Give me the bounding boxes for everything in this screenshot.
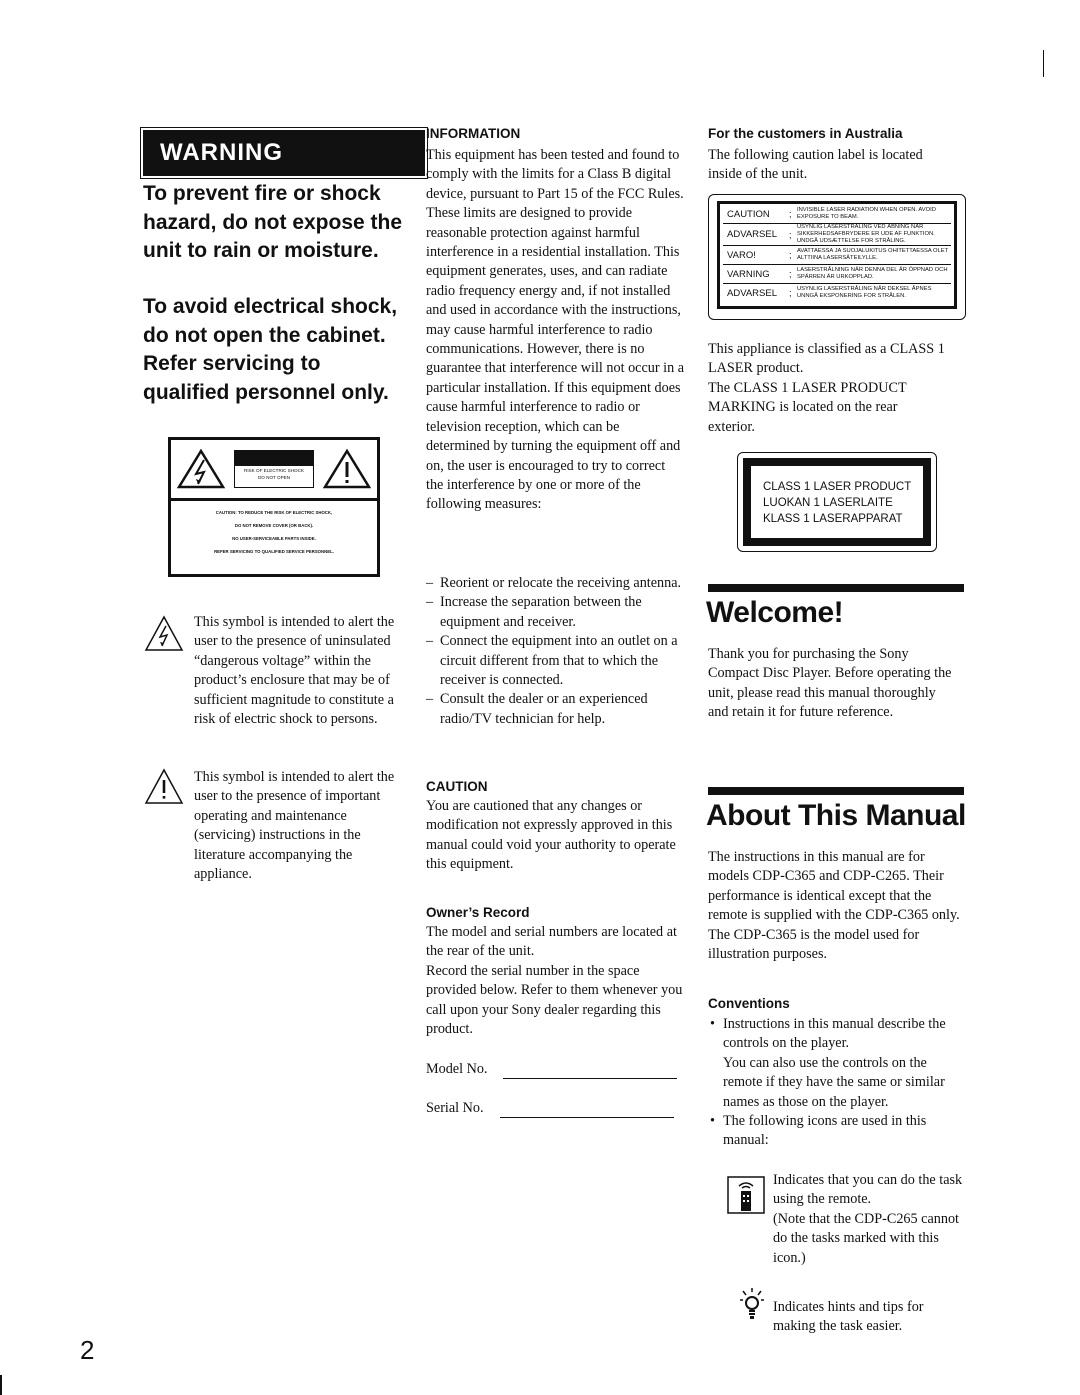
model-no-line	[503, 1064, 677, 1079]
about-rule	[708, 787, 964, 795]
class1-label-line: KLASS 1 LASERAPPARAT	[763, 513, 903, 525]
model-no-label: Model No.	[426, 1061, 488, 1077]
conventions-bullet1: • Instructions in this manual describe the controls on the player.	[723, 1016, 946, 1052]
australia-heading: For the customers in Australia	[708, 126, 903, 141]
lightbulb-hint-icon	[740, 1288, 764, 1322]
about-body: The instructions in this manual are for models CDP-C365 and CDP-C265. Their performance is identical except that the remote is supplied with the CDP-C365 only. The CDP-C365 is the model used for illustration purposes.	[708, 849, 960, 963]
risk-line2: DO NOT OPEN	[257, 475, 291, 480]
caution-body: You are cautioned that any changes or modification not expressly approved in this manual could void your authority to operate this equipment.	[426, 798, 676, 873]
class1-label-line: LUOKAN 1 LASERLAITE	[763, 497, 893, 509]
exclamation-warning-icon	[323, 448, 371, 490]
laser-row: ADVARSEL ; USYNLIG LASERSTRÅLING NÅR DEKSEL ÅPNES UNNGÅ EKSPONERING FOR STRÅLEN.	[727, 286, 932, 299]
information-heading: INFORMATION	[426, 126, 521, 141]
risk-line1: RISK OF ELECTRIC SHOCK	[244, 468, 304, 473]
class1-text: This appliance is classified as a CLASS 1 LASER product.	[708, 341, 945, 377]
exclamation-symbol-text: This symbol is intended to alert the user to the presence of important operating and maintenance (servicing) instructions in the literature accompanying the appliance.	[194, 769, 395, 883]
warning-title: WARNING	[160, 139, 283, 166]
exclamation-symbol-icon	[144, 768, 184, 806]
warning-banner	[143, 130, 425, 176]
caution-label-line: NO USER-SERVICEABLE PARTS INSIDE.	[232, 536, 316, 541]
voltage-symbol-text: This symbol is intended to alert the user to the presence of uninsulated “dangerous voltage” within the product’s enclosure that may be of sufficient magnitude to constitute a risk of electric shock to persons.	[194, 614, 395, 728]
owners-record-body1: The model and serial numbers are located at the rear of the unit.	[426, 924, 677, 960]
hint-icon-text: Indicates hints and tips for making the task easier.	[773, 1299, 924, 1335]
caution-label-line: REFER SERVICING TO QUALIFIED SERVICE PERSONNEL.	[214, 549, 334, 554]
laser-row: VARNING ; LASERSTRÅLNING NÄR DENNA DEL ÄR ÖPPNAD OCH SPÄRREN ÄR URKOPPLAD.	[723, 265, 951, 284]
laser-caution-label	[708, 194, 966, 320]
caution-label-line: CAUTION: TO REDUCE THE RISK OF ELECTRIC SHOCK,	[215, 510, 333, 515]
list-item: – Reorient or relocate the receiving antenna.	[426, 574, 684, 593]
class1-marking-text: The CLASS 1 LASER PRODUCT MARKING is located on the rear exterior.	[708, 380, 907, 435]
list-item: – Connect the equipment into an outlet on a circuit different from that to which the receiver is connected.	[426, 632, 684, 690]
remote-icon-note: (Note that the CDP-C265 cannot do the tasks marked with this icon.)	[773, 1211, 959, 1266]
margin-line	[1043, 50, 1044, 77]
caution-heading: CAUTION	[426, 779, 488, 794]
laser-row: CAUTION ; INVISIBLE LASER RADIATION WHEN OPEN. AVOID EXPOSURE TO BEAM.	[723, 205, 951, 224]
warning-text-shock: To avoid electrical shock, do not open the cabinet. Refer servicing to qualified personnel only.	[143, 295, 398, 404]
conventions-heading: Conventions	[708, 996, 790, 1011]
remote-icon-text: Indicates that you can do the task using the remote.	[773, 1172, 963, 1208]
list-item: • The following icons are used in this manual:	[708, 1112, 966, 1151]
owners-record-heading: Owner’s Record	[426, 905, 530, 920]
warning-text-fire: To prevent fire or shock hazard, do not expose the unit to rain or moisture.	[143, 182, 403, 262]
margin-line	[0, 1375, 2, 1395]
australia-body: The following caution label is located inside of the unit.	[708, 147, 923, 183]
laser-row: ADVARSEL ; USYNLIG LASERSTRÅLING VED ÅBNING NÅR SIKKERHEDSAFBRYDERE ER UDE AF FUNKTION. UNDGÅ UDSÆTTELSE FOR STRÅLING.	[723, 224, 951, 246]
measures-list	[426, 574, 684, 729]
welcome-heading: Welcome!	[706, 596, 844, 629]
remote-icon	[727, 1176, 765, 1214]
conventions-bullet1b: You can also use the controls on the remote if they have the same or similar names as those on the player.	[723, 1054, 945, 1110]
owners-record-body2: Record the serial number in the space provided below. Refer to them whenever you call upon your Sony dealer regarding this product.	[426, 963, 683, 1038]
caution-label-image	[168, 437, 380, 577]
class1-label-line: CLASS 1 LASER PRODUCT	[763, 481, 912, 493]
list-item: – Increase the separation between the equipment and receiver.	[426, 593, 684, 632]
voltage-warning-icon	[177, 448, 225, 490]
laser-row: VARO! ; AVATTAESSA JA SUOJALUKITUS OHITETTAESSA OLET ALTTIINA LASERSÄTEILYLLE.	[723, 246, 951, 265]
class1-label	[737, 452, 937, 552]
risk-box	[234, 450, 314, 488]
serial-no-field	[426, 1099, 674, 1118]
serial-no-label: Serial No.	[426, 1100, 484, 1116]
voltage-symbol-icon	[144, 615, 184, 653]
welcome-rule	[708, 584, 964, 592]
page-number: 2	[80, 1335, 95, 1365]
serial-no-line	[500, 1103, 674, 1118]
conventions-list	[708, 1015, 966, 1151]
welcome-body: Thank you for purchasing the Sony Compact Disc Player. Before operating the unit, please read this manual thoroughly and retain it for future reference.	[708, 646, 952, 721]
list-item: – Consult the dealer or an experienced radio/TV technician for help.	[426, 690, 684, 729]
list-item	[708, 1015, 966, 1112]
information-body: This equipment has been tested and found to comply with the limits for a Class B digital device, pursuant to Part 15 of the FCC Rules. These limits are designed to provide reasonable protection against harmful interference in a residential installation. This equipment generates, uses, and can radiate radio frequency energy and, if not installed and used in accordance with the instructions, may cause harmful interference to radio communications. However, there is no guarantee that interference will not occur in a particular installation. If this equipment does cause harmful interference to radio or television reception, which can be determined by turning the equipment off and on, the user is encouraged to try to correct the interference by one or more of the following measures:	[426, 147, 685, 513]
model-no-field	[426, 1060, 677, 1079]
about-heading: About This Manual	[706, 799, 966, 832]
caution-label-line: DO NOT REMOVE COVER (OR BACK).	[234, 523, 314, 528]
